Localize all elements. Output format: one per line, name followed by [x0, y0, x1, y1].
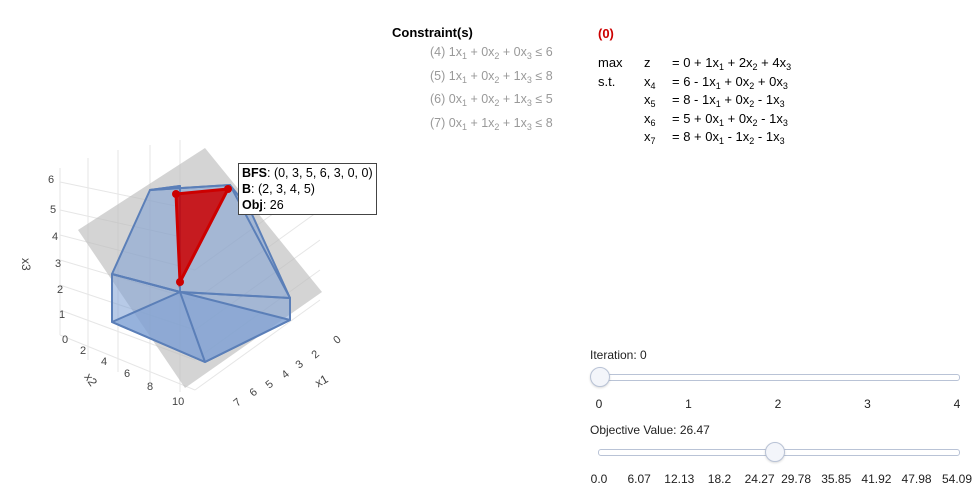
path-point-2[interactable] [172, 190, 180, 198]
x3-axis-label: x3 [19, 258, 33, 271]
slider-tick-label: 12.13 [664, 472, 695, 486]
slider-tick-label: 24.27 [744, 472, 775, 486]
x1-axis-label: x1 [312, 371, 331, 391]
x3-tick: 0 [62, 334, 69, 346]
iteration-slider-handle[interactable] [590, 367, 610, 387]
x1-tick: 2 [309, 348, 322, 362]
tableau-row: $x_7$ = $8 + 0x_1 - 1x_2 - 1x_3$ [644, 129, 785, 146]
objective-slider [590, 423, 973, 493]
tooltip-obj-label: Obj [242, 198, 263, 212]
slider-tick-label: 0 [595, 397, 603, 411]
x2-tick: 4 [101, 356, 108, 368]
constraints-panel [392, 25, 562, 137]
x3-tick: 4 [52, 231, 59, 243]
tooltip-bfs-label: BFS [242, 166, 267, 180]
tableau-row: $x_6$ = $5 + 0x_1 + 0x_2 - 1x_3$ [644, 110, 788, 128]
slider-tick-label: 35.85 [821, 472, 852, 486]
dictionary-tableau [598, 26, 791, 148]
slider-tick-label: 41.92 [861, 472, 892, 486]
hover-tooltip [238, 163, 377, 215]
constraint-row[interactable]: (6) $0x_1 + 0x_2 + 1x_3 \le 5$ [430, 92, 553, 108]
x1-tick: 7 [231, 396, 244, 410]
iteration-slider-label: Iteration: 0 [590, 348, 647, 362]
x2-tick: 2 [80, 345, 87, 357]
path-point-1[interactable] [176, 278, 184, 286]
slider-tick-label: 1 [685, 397, 692, 411]
slider-tick-label: 18.2 [707, 472, 732, 486]
path-point-3[interactable] [224, 185, 232, 193]
tooltip-bfs-value: : (0, 3, 5, 6, 3, 0, 0) [267, 166, 373, 180]
x2-tick: 10 [172, 396, 185, 408]
tableau-row: s.t. $x_4$ = $6 - 1x_1 + 0x_2 + 0x_3$ [598, 73, 788, 91]
iteration-indicator: (0) [598, 26, 614, 41]
slider-tick-label: 4 [953, 397, 961, 411]
x1-tick: 3 [293, 358, 306, 372]
tooltip-obj-value: : 26 [262, 198, 284, 212]
constraint-row[interactable]: (5) $1x_1 + 0x_2 + 1x_3 \le 8$ [430, 68, 553, 85]
constraint-row[interactable]: (7) $0x_1 + 1x_2 + 1x_3 \le 8$ [430, 115, 553, 132]
x3-tick: 6 [48, 174, 55, 186]
x3-tick: 2 [57, 284, 64, 296]
iteration-slider-track[interactable] [598, 374, 960, 381]
x3-tick: 3 [55, 258, 62, 270]
tableau-row: max z = $0 + 1x_1 + 2x_2 + 4x_3$ [598, 55, 792, 72]
tooltip-b-label: B [242, 182, 252, 196]
constraint-row[interactable]: (4) $1x_1 + 0x_2 + 0x_3 \le 6$ [430, 45, 553, 61]
iteration-slider [590, 348, 970, 418]
x1-tick: 5 [263, 378, 276, 392]
x2-tick: 8 [147, 381, 154, 393]
slider-tick-label: 3 [864, 397, 871, 411]
slider-tick-label: 29.78 [781, 472, 812, 486]
slider-tick-label: 47.98 [901, 472, 932, 486]
x1-tick: 0 [331, 333, 344, 347]
objective-slider-handle[interactable] [765, 442, 785, 462]
slider-tick-label: 6.07 [627, 472, 651, 486]
slider-tick-label: 54.09 [941, 472, 973, 486]
objective-slider-label: Objective Value: 26.47 [590, 423, 710, 437]
x1-tick: 6 [247, 386, 260, 400]
slider-tick-label: 2 [774, 397, 782, 411]
tableau-row: $x_5$ = $8 - 1x_1 + 0x_2 - 1x_3$ [644, 92, 785, 109]
constraints-title: Constraint(s) [392, 25, 473, 40]
tooltip-b-value: : (2, 3, 4, 5) [251, 182, 315, 196]
x3-tick: 5 [50, 204, 57, 216]
slider-tick-label: 0.0 [590, 472, 608, 486]
x2-tick: 6 [124, 368, 131, 380]
x1-tick: 4 [279, 368, 292, 382]
x2-axis-label: x2 [81, 370, 101, 389]
x3-tick: 1 [59, 309, 66, 321]
